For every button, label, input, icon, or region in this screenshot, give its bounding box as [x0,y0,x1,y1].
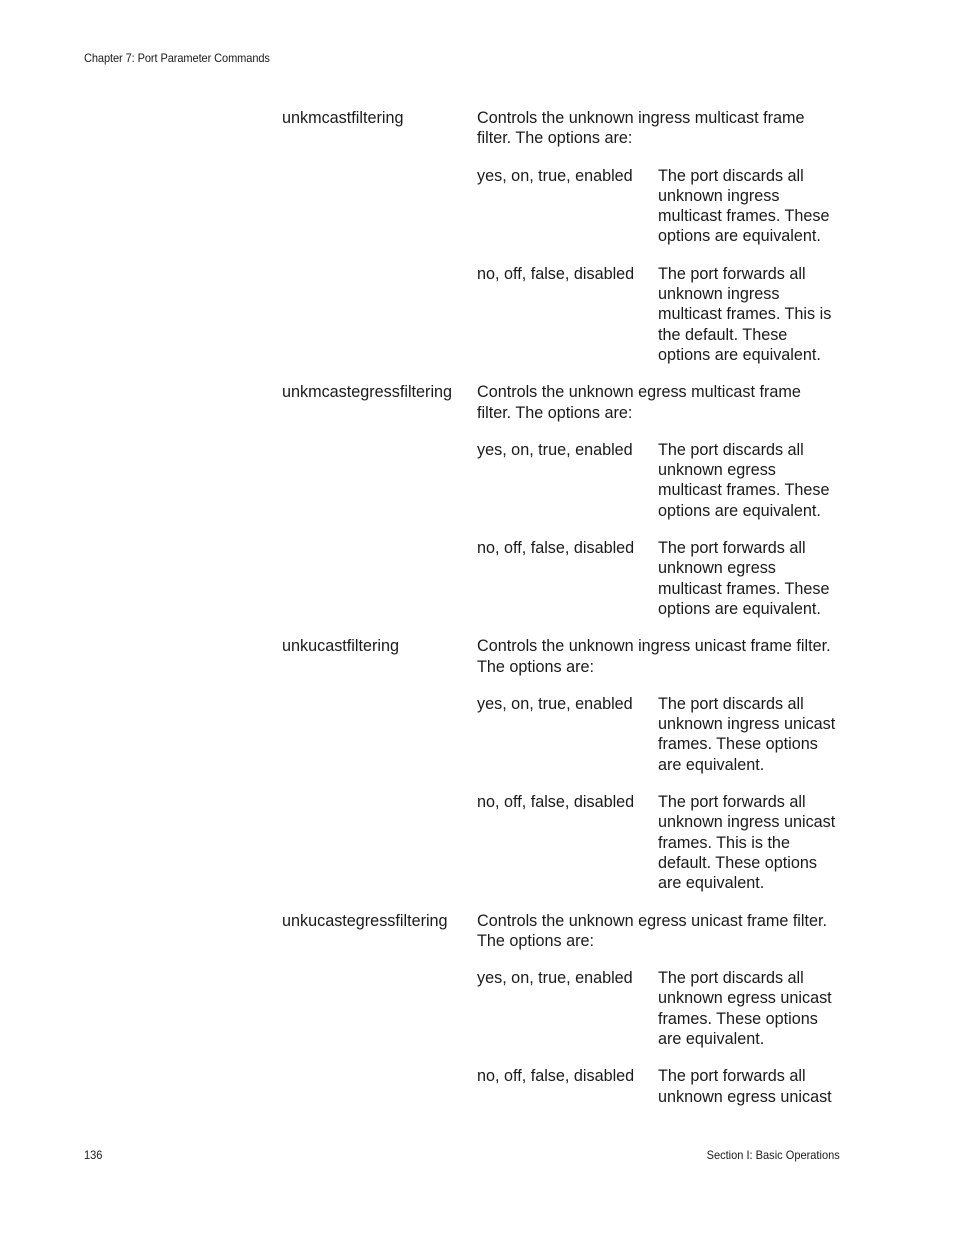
param-description: Controls the unknown egress unicast frame filter. The options are: [477,911,827,950]
option-row [477,440,852,521]
param-unkmcastfiltering [282,108,852,365]
option-description: The port discards all unknown egress unicast frames. These options are equivalent. [658,969,832,1048]
param-name: unkucastfiltering [282,637,399,656]
option-value: yes, on, true, enabled [477,166,633,185]
option-description: The port forwards all unknown egress multicast frames. These options are equivalent. [658,539,830,618]
option-row [477,694,852,775]
option-description: The port discards all unknown ingress unicast frames. These options are equivalent. [658,694,836,774]
option-value: yes, on, true, enabled [477,969,633,988]
option-value: no, off, false, disabled [477,793,635,812]
param-name: unkucastegressfiltering [282,911,448,930]
option-value: no, off, false, disabled [477,264,635,283]
option-description: The port forwards all unknown egress unicast [658,1067,832,1106]
param-description: Controls the unknown ingress unicast frame filter. The options are: [477,637,831,676]
param-unkucastegressfiltering [282,911,852,1107]
option-row [477,968,852,1049]
option-description: The port forwards all unknown ingress unicast frames. This is the default. These options are equivalent. [658,793,836,893]
option-row [477,166,852,247]
running-header: Chapter 7: Port Parameter Commands [84,51,270,65]
option-value: no, off, false, disabled [477,539,635,558]
option-row [477,538,852,619]
parameter-table [282,108,852,1124]
param-unkmcastegressfiltering [282,382,852,619]
param-body [477,636,852,893]
option-description: The port discards all unknown ingress multicast frames. These options are equivalent. [658,166,830,246]
param-body [477,108,852,365]
option-value: no, off, false, disabled [477,1067,635,1086]
page-number: 136 [84,1148,103,1162]
param-description: Controls the unknown ingress multicast frame filter. The options are: [477,109,805,148]
option-description: The port forwards all unknown ingress multicast frames. This is the default. These options are equivalent. [658,264,832,364]
option-row [477,264,852,365]
option-value: yes, on, true, enabled [477,440,633,459]
param-description: Controls the unknown egress multicast frame filter. The options are: [477,383,801,422]
param-name: unkmcastegressfiltering [282,383,453,402]
param-name: unkmcastfiltering [282,109,404,127]
option-row [477,1066,852,1107]
param-body [477,382,852,619]
option-value: yes, on, true, enabled [477,694,633,713]
option-description: The port discards all unknown egress multicast frames. These options are equivalent. [658,440,830,520]
param-unkucastfiltering [282,636,852,893]
param-body [477,911,852,1107]
section-title: Section I: Basic Operations [706,1148,840,1162]
option-row [477,792,852,893]
